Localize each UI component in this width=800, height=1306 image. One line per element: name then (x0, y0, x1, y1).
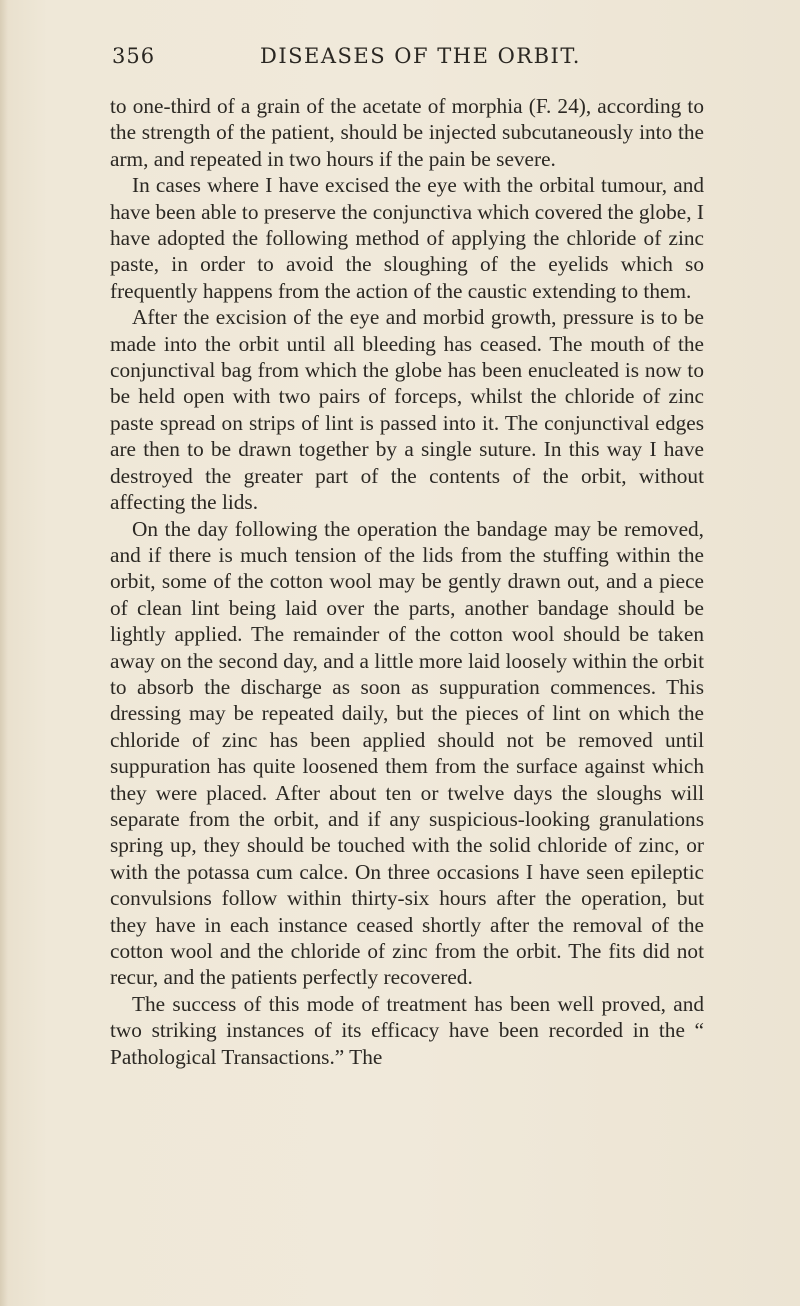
page-header (112, 44, 704, 78)
paragraph: After the excision of the eye and morbid growth, pressure is to be made into the orbit until all bleeding has ceased. The mouth of the conjunctival bag from which the globe has been enucleated is now to be held open with two pairs of forceps, whilst the chloride of zinc paste spread on strips of lint is passed into it. The conjunctival edges are then to be drawn together by a single suture. In this way I have destroyed the greater part of the contents of the orbit, without affecting the lids. (110, 305, 704, 515)
page-gutter-shadow (0, 0, 8, 1306)
paragraph: On the day following the operation the bandage may be removed, and if there is much tension of the lids from the stuffing within the orbit, some of the cotton wool may be gently drawn out, and a piece of clean lint being laid over the parts, another bandage should be lightly applied. The remainder of the cotton wool should be taken away on the second day, and a little more laid loosely within the orbit to absorb the discharge as soon as suppuration commences. This dressing may be repeated daily, but the pieces of lint on which the chloride of zinc has been applied should not be removed until suppuration has quite loosened them from the surface against which they were placed. After about ten or twelve days the sloughs will separate from the orbit, and if any suspicious-looking granulations spring up, they should be touched with the solid chloride of zinc, or with the potassa cum calce. On three occasions I have seen epileptic convulsions follow within thirty-six hours after the operation, but they have in each instance ceased shortly after the removal of the cotton wool and the chloride of zinc from the orbit. The fits did not recur, and the patients perfectly recovered. (110, 516, 704, 990)
paragraph: In cases where I have excised the eye with the orbital tumour, and have been able to preserve the conjunctiva which covered the globe, I have adopted the following method of applying the chloride of zinc paste, in order to avoid the sloughing of the eyelids which so frequently happens from the action of the caustic extending to them. (110, 173, 704, 303)
paragraph: The success of this mode of treatment has been well proved, and two striking instances of its efficacy have been recorded in the “ Pathological Transactions.” The (110, 991, 704, 1069)
body-text (110, 93, 704, 1070)
page-number: 356 (112, 44, 156, 68)
paragraph: to one-third of a grain of the acetate of morphia (F. 24), according to the strength of the patient, should be injected subcutaneously into the arm, and repeated in two hours if the pain be severe. (110, 94, 704, 171)
running-head: DISEASES OF THE ORBIT. (260, 44, 581, 68)
